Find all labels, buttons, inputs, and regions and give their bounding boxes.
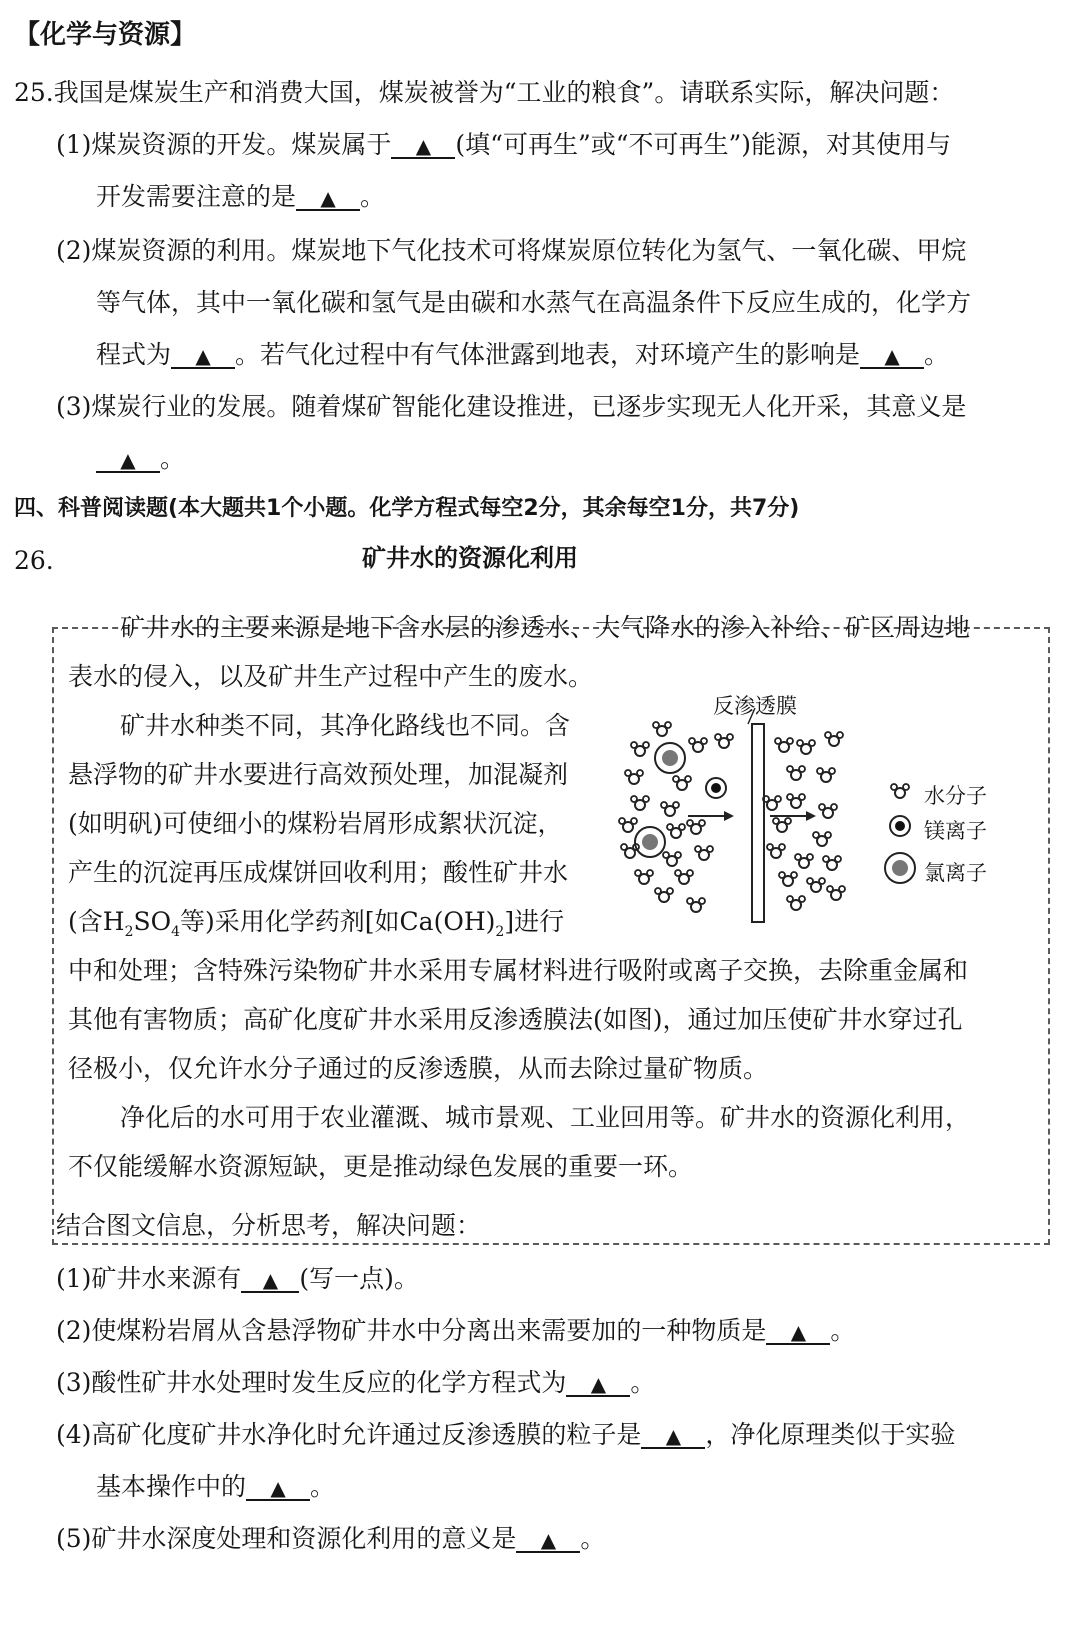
- water-molecule: [631, 742, 649, 756]
- q26-q4-text-a: (4)高矿化度矿井水净化时允许通过反渗透膜的粒子是: [56, 1420, 642, 1449]
- q26-q3-text-a: (3)酸性矿井水处理时发生反应的化学方程式为: [56, 1368, 567, 1397]
- magnesium-ion: [706, 778, 726, 798]
- period: 。: [580, 1524, 606, 1553]
- para2-e4: ]进行: [504, 907, 565, 936]
- q25-p1-text-a: (1)煤炭资源的开发。煤炭属于: [56, 130, 392, 159]
- section4-heading: 四、科普阅读题(本大题共1个小题。化学方程式每空2分，其余每空1分，共7分): [14, 496, 800, 521]
- water-molecule: [661, 802, 679, 816]
- membrane-label: 反渗透膜: [713, 694, 797, 718]
- water-molecule: [775, 738, 793, 752]
- water-molecule: [625, 770, 643, 784]
- water-molecule: [819, 804, 837, 818]
- period: 。: [310, 1472, 336, 1501]
- legend-water-label: 水分子: [924, 784, 987, 808]
- answer-blank[interactable]: ▲: [171, 345, 235, 369]
- q25-part2-line3: [96, 342, 949, 369]
- para2-line7: 其他有害物质；高矿化度矿井水采用反渗透膜法(如图)，通过加压使矿井水穿过孔: [68, 1005, 963, 1034]
- water-molecule: [631, 796, 649, 810]
- water-molecule: [823, 856, 841, 870]
- subscript-4: 4: [171, 924, 181, 940]
- water-molecule: [715, 734, 733, 748]
- answer-blank[interactable]: ▲: [641, 1425, 705, 1449]
- answer-blank[interactable]: ▲: [566, 1373, 630, 1397]
- water-molecule: [795, 854, 813, 868]
- water-molecule: [773, 818, 791, 832]
- q25-p1-text-b: (填“可再生”或“不可再生”)能源，对其使用与: [455, 130, 952, 159]
- answer-blank[interactable]: ▲: [766, 1321, 830, 1345]
- water-molecule: [687, 898, 705, 912]
- water-molecule: [619, 818, 637, 832]
- q26-q4-text-b: ，净化原理类似于实验: [705, 1420, 956, 1449]
- q25-p2-text-c2: 。若气化过程中有气体泄露到地表，对环境产生的影响是: [235, 340, 861, 369]
- water-molecule: [807, 878, 825, 892]
- subscript-2: 2: [124, 924, 134, 940]
- answer-blank[interactable]: ▲: [246, 1477, 310, 1501]
- q26-part2: [56, 1318, 855, 1345]
- water-molecule: [825, 732, 843, 746]
- q26-title: 矿井水的资源化利用: [362, 544, 578, 572]
- legend-water-icon: [891, 784, 909, 798]
- q26-number: 26.: [14, 546, 54, 575]
- section-title: 【化学与资源】: [14, 20, 197, 50]
- period: 。: [924, 340, 950, 369]
- water-molecule: [779, 872, 797, 886]
- para2-line6: 中和处理；含特殊污染物矿井水采用专属材料进行吸附或离子交换，去除重金属和: [68, 956, 969, 985]
- water-molecule: [813, 832, 831, 846]
- chloride-ion: [635, 827, 665, 857]
- period: 。: [830, 1316, 856, 1345]
- q26-part3: [56, 1370, 655, 1397]
- membrane-pointer: [748, 708, 755, 724]
- para2-e1: (含H: [68, 907, 125, 936]
- period: 。: [160, 444, 186, 473]
- legend-magnesium-label: 镁离子: [924, 819, 987, 843]
- reverse-osmosis-figure: [600, 700, 1060, 940]
- para1-line1: 矿井水的主要来源是地下含水层的渗透水、大气降水的渗入补给、矿区周边地: [120, 613, 971, 642]
- q25-part3-line2: [96, 446, 185, 473]
- water-molecule: [797, 740, 815, 754]
- para2-line8: 径极小，仅允许水分子通过的反渗透膜，从而去除过量矿物质。: [68, 1054, 769, 1083]
- water-molecule: [675, 870, 693, 884]
- water-molecule: [673, 776, 691, 790]
- water-molecule: [635, 870, 653, 884]
- water-molecule: [655, 888, 673, 902]
- arrow-left-head: [724, 811, 734, 821]
- q25-part2-line1: (2)煤炭资源的利用。煤炭地下气化技术可将煤炭原位转化为氢气、一氧化碳、甲烷: [56, 236, 967, 265]
- q25-stem: 25.我国是煤炭生产和消费大国，煤炭被誉为“工业的粮食”。请联系实际，解决问题：: [14, 78, 955, 107]
- q25-part3-line1: (3)煤炭行业的发展。随着煤矿智能化建设推进，已逐步实现无人化开采，其意义是: [56, 392, 967, 421]
- chloride-ion: [655, 743, 685, 773]
- water-molecule: [689, 738, 707, 752]
- q26-part4-line1: [56, 1422, 955, 1449]
- q26-part1: [56, 1266, 419, 1293]
- para2-e2: SO: [133, 907, 172, 936]
- water-molecule: [787, 896, 805, 910]
- q25-p2-text-c1: 程式为: [96, 340, 172, 369]
- q26-part5: [56, 1526, 605, 1553]
- period: 。: [630, 1368, 656, 1397]
- legend-magnesium-icon: [890, 816, 910, 836]
- answer-blank[interactable]: ▲: [241, 1269, 299, 1293]
- q25-p1-text-c: 开发需要注意的是: [96, 182, 297, 211]
- answer-blank[interactable]: ▲: [391, 135, 455, 159]
- water-molecule: [817, 768, 835, 782]
- q26-q1-text-b: (写一点)。: [299, 1264, 419, 1293]
- arrow-right-head: [806, 811, 816, 821]
- water-molecule: [653, 722, 671, 736]
- water-molecule: [787, 766, 805, 780]
- q26-q5-text-a: (5)矿井水深度处理和资源化利用的意义是: [56, 1524, 517, 1553]
- answer-blank[interactable]: ▲: [860, 345, 924, 369]
- water-molecule: [687, 820, 705, 834]
- q26-q1-text-a: (1)矿井水来源有: [56, 1264, 242, 1293]
- para3-line2: 不仅能缓解水资源短缺，更是推动绿色发展的重要一环。: [68, 1152, 694, 1181]
- para2-e3: 等)采用化学药剂[如Ca(OH): [180, 907, 496, 936]
- q25-part2-line2: 等气体，其中一氧化碳和氢气是由碳和水蒸气在高温条件下反应生成的，化学方: [96, 288, 972, 317]
- answer-blank[interactable]: ▲: [96, 449, 160, 473]
- water-molecule: [767, 844, 785, 858]
- subscript-2: 2: [495, 924, 505, 940]
- para2-line2: 悬浮物的矿井水要进行高效预处理，加混凝剂: [68, 760, 569, 789]
- q25-part1-line2: [96, 184, 385, 211]
- legend-chloride-label: 氯离子: [924, 861, 987, 885]
- q26-q2-text-a: (2)使煤粉岩屑从含悬浮物矿井水中分离出来需要加的一种物质是: [56, 1316, 767, 1345]
- answer-blank[interactable]: ▲: [516, 1529, 580, 1553]
- water-molecule: [827, 886, 845, 900]
- para2-line5: [68, 909, 564, 939]
- para2-line4: 产生的沉淀再压成煤饼回收利用；酸性矿井水: [68, 858, 569, 887]
- water-molecule: [763, 796, 781, 810]
- para2-line3: (如明矾)可使细小的煤粉岩屑形成絮状沉淀，: [68, 809, 563, 838]
- q26-q4-text-c: 基本操作中的: [96, 1472, 247, 1501]
- para3-line1: 净化后的水可用于农业灌溉、城市景观、工业回用等。矿井水的资源化利用，: [120, 1103, 971, 1132]
- q26-prompt: 结合图文信息，分析思考，解决问题：: [56, 1211, 482, 1240]
- para1-line2: 表水的侵入，以及矿井生产过程中产生的废水。: [68, 662, 594, 691]
- water-molecule: [787, 794, 805, 808]
- q26-part4-line2: [96, 1474, 335, 1501]
- membrane: [752, 724, 764, 922]
- q25-part1-line1: [56, 132, 951, 159]
- water-molecule: [695, 846, 713, 860]
- para2-line1: 矿井水种类不同，其净化路线也不同。含: [120, 711, 571, 740]
- period: 。: [360, 182, 386, 211]
- water-molecule: [667, 824, 685, 838]
- legend-chloride-icon: [885, 853, 915, 883]
- answer-blank[interactable]: ▲: [296, 187, 360, 211]
- water-molecule: [663, 852, 681, 866]
